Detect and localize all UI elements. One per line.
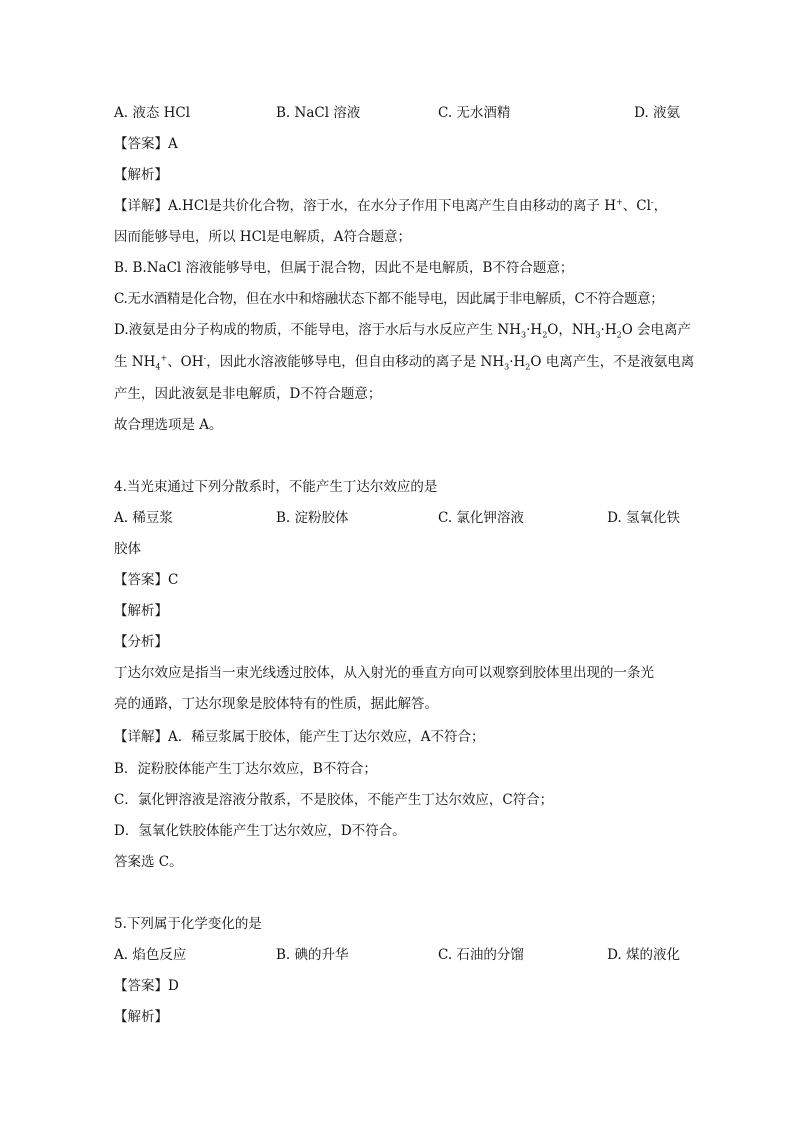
q3-detail-line-4: C.无水酒精是化合物，但在水中和熔融状态下都不能导电，因此属于非电解质，C不符合题意； (114, 291, 664, 307)
q4-detail-line-2: B．淀粉胶体能产生丁达尔效应，B不符合； (114, 761, 377, 777)
q3-option-c: C. 无水酒精 (438, 105, 511, 121)
q5-option-c: C. 石油的分馏 (438, 947, 524, 963)
q4-option-d: D. 氢氧化铁 (607, 510, 680, 526)
q3-detail-line-6: 生 $NH_4^+$、OH-，因此水溶液能够导电，但自由移动的离子是 $NH_3\cdot H_2O$ 电离产生，不是液氨电离 (114, 353, 695, 372)
q4-fenxi-line-1: 丁达尔效应是指当一束光线透过胶体，从入射光的垂直方向可以观察到胶体里出现的一条光 (114, 665, 654, 681)
q3-detail-line-1: 【详解】A.HCl是共价化合物，溶于水，在水分子作用下电离产生自由移动的离子 H+、Cl-， (114, 197, 668, 214)
q4-detail-line-1: 【详解】A．稀豆浆属于胶体，能产生丁达尔效应，A不符合； (114, 729, 485, 745)
q4-option-wrap: 胶体 (114, 541, 141, 557)
q4-option-a: A. 稀豆浆 (114, 510, 173, 526)
q3-answer: 【答案】A (114, 136, 178, 152)
q5-answer: 【答案】D (114, 978, 179, 994)
q5-option-b: B. 碘的升华 (276, 947, 349, 963)
q5-option-a: A. 焰色反应 (114, 947, 187, 963)
q4-options (114, 509, 680, 527)
q3-option-b: B. NaCl 溶液 (276, 105, 361, 121)
q5-stem: 5.下列属于化学变化的是 (114, 916, 262, 932)
q4-option-c: C. 氯化钾溶液 (438, 510, 524, 526)
q3-conclusion: 故合理选项是 A。 (114, 417, 223, 433)
q3-option-a: A. 液态 HCl (114, 105, 191, 121)
q4-conclusion: 答案选 C。 (114, 854, 183, 870)
q4-answer: 【答案】C (114, 572, 179, 588)
q4-detail-line-4: D．氢氧化铁胶体能产生丁达尔效应，D不符合。 (114, 823, 406, 839)
q4-option-b: B. 淀粉胶体 (276, 510, 349, 526)
q5-option-d: D. 煤的液化 (607, 947, 680, 963)
q3-detail-line-3: B. B.NaCl 溶液能够导电，但属于混合物，因此不是电解质，B不符合题意； (114, 260, 574, 276)
q4-detail-line-3: C．氯化钾溶液是溶液分散系，不是胶体，不能产生丁达尔效应，C符合； (114, 792, 554, 808)
q3-detail-line-2: 因而能够导电，所以 HCl是电解质，A符合题意； (114, 229, 411, 245)
q3-analysis-heading: 【解析】 (114, 167, 168, 183)
q5-analysis-heading: 【解析】 (114, 1009, 168, 1025)
q5-options (114, 946, 680, 964)
q4-analysis-heading: 【解析】 (114, 603, 168, 619)
q4-fenxi-line-2: 亮的通路，丁达尔现象是胶体特有的性质，据此解答。 (114, 696, 438, 712)
q3-detail-line-5: D.液氨是由分子构成的物质，不能导电，溶于水后与水反应产生 $NH_3\cdot H_2O$，$NH_3\cdot H_2O$ 会电离产 (114, 322, 692, 340)
q3-options (114, 104, 680, 122)
q4-stem: 4.当光束通过下列分散系时，不能产生丁达尔效应的是 (114, 479, 438, 495)
q3-detail-line-7: 产生，因此液氨是非电解质，D不符合题意； (114, 386, 382, 402)
q4-fenxi-heading: 【分析】 (114, 634, 168, 650)
q3-option-d: D. 液氨 (634, 105, 680, 121)
